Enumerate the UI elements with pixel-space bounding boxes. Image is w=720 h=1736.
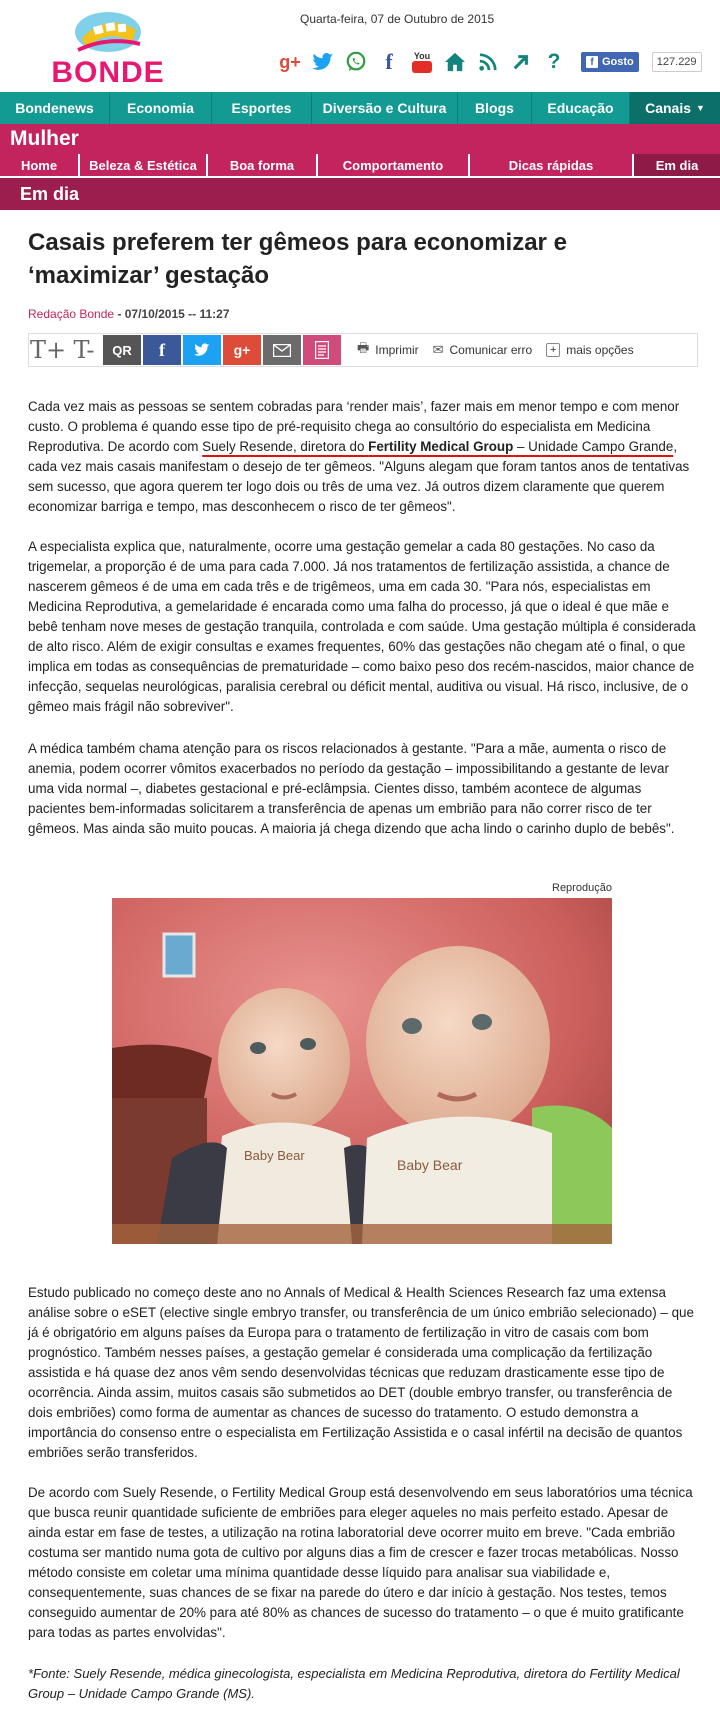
twin-babies-photo xyxy=(112,898,612,1244)
facebook-small-icon: f xyxy=(586,56,598,68)
source-note: *Fonte: Suely Resende, médica ginecologista, especialista em Medicina Reprodutiva, diretora do Fertility Medical Group – Unidade Campo Grande (MS). xyxy=(28,1666,680,1701)
share-google-plus-button[interactable] xyxy=(223,335,261,365)
main-nav xyxy=(0,92,720,124)
subnav-comportamento[interactable]: Comportamento xyxy=(318,154,470,176)
nav-educacao[interactable]: Educação xyxy=(532,92,630,124)
share-facebook-button[interactable] xyxy=(143,335,181,365)
google-plus-icon[interactable]: g+ xyxy=(279,51,301,72)
paragraph-1-start: Cada vez mais as pessoas se sentem cobradas para ‘render mais’, fazer mais em menor tempo e com menor custo. O problema é quando esse tipo de pré-requisito chega ao consultório do especialista em Medicina Reprodutiva. De acordo com xyxy=(28,399,680,454)
article-author[interactable]: Redação Bonde xyxy=(28,307,115,321)
photo-credit: Reprodução xyxy=(552,882,612,894)
font-decrease-button[interactable]: T- xyxy=(73,336,95,364)
nav-esportes[interactable]: Esportes xyxy=(212,92,312,124)
article-toolbar xyxy=(28,333,698,367)
document-icon xyxy=(315,341,329,359)
bonde-logo[interactable] xyxy=(44,8,172,89)
home-icon[interactable] xyxy=(443,50,467,74)
share-arrow-icon[interactable] xyxy=(509,50,533,74)
subnav-beleza-estetica[interactable]: Beleza & Estética xyxy=(80,154,208,176)
nav-diversao-cultura[interactable]: Diversão e Cultura xyxy=(312,92,458,124)
qr-code-button[interactable]: QR xyxy=(103,335,141,365)
nav-bondenews[interactable]: Bondenews xyxy=(0,92,110,124)
highlight-part-b: Fertility Medical Group xyxy=(368,439,514,454)
google-plus-icon: g+ xyxy=(233,342,251,358)
youtube-icon[interactable]: You xyxy=(410,50,434,74)
article-title: Casais preferem ter gêmeos para economizar e ‘maximizar’ gestação xyxy=(28,229,567,289)
paragraph-1-end: , cada vez mais casais manifestam o desejo de ter gêmeos. "Alguns alegam que foram tantos anos de tentativas sem sucesso, que agora querem ter logo dois ou três de uma vez. Já outros dizem claramente que querem economizar barriga e tempo, mas desconhecem o risco de ter gêmeos". xyxy=(28,439,690,514)
like-label: Gosto xyxy=(602,56,634,68)
section-title[interactable]: Mulher xyxy=(10,127,79,150)
subnav-home[interactable]: Home xyxy=(0,154,80,176)
article-byline xyxy=(28,307,230,321)
section-bar xyxy=(0,124,720,154)
whatsapp-icon[interactable] xyxy=(344,50,368,74)
subnav-dicas-rapidas[interactable]: Dicas rápidas xyxy=(470,154,634,176)
nav-canais-label: Canais xyxy=(645,100,691,116)
article-date: - 07/10/2015 -- 11:27 xyxy=(114,307,230,321)
current-date: Quarta-feira, 07 de Outubro de 2015 xyxy=(300,12,495,26)
nav-economia[interactable]: Economia xyxy=(110,92,212,124)
article-paragraph-1 xyxy=(28,397,698,517)
nav-blogs[interactable]: Blogs xyxy=(458,92,532,124)
more-options-label: mais opções xyxy=(566,343,634,357)
facebook-icon: f xyxy=(159,339,165,360)
suely-resende-highlight xyxy=(202,439,673,454)
subnav-boa-forma[interactable]: Boa forma xyxy=(208,154,318,176)
site-header xyxy=(0,0,720,92)
twitter-icon[interactable] xyxy=(311,50,335,74)
rss-icon[interactable] xyxy=(476,50,500,74)
more-options-link[interactable] xyxy=(546,343,633,357)
sub-nav xyxy=(0,154,720,176)
print-label: Imprimir xyxy=(375,343,419,357)
like-count: 127.229 xyxy=(652,52,702,72)
print-page-button[interactable] xyxy=(303,335,341,365)
logo-text: BONDE xyxy=(51,56,165,89)
bib-text: Baby Bear xyxy=(397,1157,463,1173)
share-email-button[interactable] xyxy=(263,335,301,365)
chat-bubble-icon: ✉ xyxy=(432,342,444,357)
bib-text: Baby Bear xyxy=(244,1148,305,1163)
highlight-part-a: Suely Resende, diretora do xyxy=(202,439,369,454)
bonde-tram-logo-icon xyxy=(72,8,144,58)
article-paragraph-5: De acordo com Suely Resende, o Fertility Medical Group está desenvolvendo em seus laboratórios uma técnica que busca reunir quantidade suficiente de embriões para eleger aqueles no mais perfeito estado. Apesar de ainda estar em fase de testes, a utilização na rotina laboratorial deve ocorrer muito em breve. "Cada embrião costuma ser mantido numa gota de cultivo por alguns dias a fim de crescer e fazer trocas metabólicas. Nosso método consiste em coletar uma mínima quantidade desse líquido para analisar sua viabilidade e, consequentemente, suas chances de se fixar na parede do útero e dar início à gestação. Nos testes, temos conseguido aumentar de 20% para até 80% as chances de sucesso do tratamento – o que é muito gratificante para todas as partes envolvidas". xyxy=(28,1485,693,1640)
plus-icon: + xyxy=(546,343,560,357)
font-increase-button[interactable]: T+ xyxy=(29,336,67,364)
social-links xyxy=(278,48,702,76)
article-paragraph-4: Estudo publicado no começo deste ano no Annals of Medical & Health Sciences Research faz uma extensa análise sobre o eSET (elective single embryo transfer, ou transferência de um único embrião selecionado) – que já é obrigatório em alguns países da Europa para o tratamento de fertilização in vitro de casais com bom prognóstico. Também nesses países, a gestação gemelar é considerada uma complicação da fertilização assistida e há quase dez anos vêm sendo desenvolvidas técnicas que reduzam drasticamente esse tipo de ocorrência. Ainda assim, muitos casais são submetidos ao DET (double embryo transfer, ou transferência de dois embriões) como forma de aumentar as chances de sucesso do tratamento. O estudo demonstra a importância do consenso entre o especialista em Fertilização Assistida e o casal infértil na decisão de quantos embriões serão transferidos. xyxy=(28,1285,694,1460)
envelope-icon xyxy=(273,344,291,357)
printer-icon: 🖶 xyxy=(357,340,370,355)
article-paragraph-2: A especialista explica que, naturalmente, ocorre uma gestação gemelar a cada 80 gestações. No caso da trigemelar, a proporção é de uma para cada 7.000. Já nos tratamentos de fertilização assistida, a chance de nascerem gêmeos é de uma em cada três e de trigêmeos, uma em cada 30. "Para nós, especialistas em Medicina Reprodutiva, a gemelaridade é encarada como uma falha do processo, já que o ideal é que mãe e bebê tenham nove meses de gestação tranquila, controlada e com saúde. Uma gestação múltipla é considerada de alto risco. Além de exigir consultas e exames frequentes, 60% das gestações não chegam até o final, o que implica em todas as consequências de prematuridade – como baixo peso dos recém-nascidos, maior chance de infecção, sequelas neurológicas, paralisia cerebral ou déficit mental, auditiva ou visual. Há risco, inclusive, de o gêmeo mais frágil não sobreviver". xyxy=(28,539,696,714)
page-section-title: Em dia xyxy=(20,184,80,204)
help-icon[interactable]: ? xyxy=(547,50,561,73)
page-section-bar xyxy=(0,178,720,210)
print-link[interactable] xyxy=(357,339,419,361)
report-error-label: Comunicar erro xyxy=(449,343,533,357)
highlight-part-c: – Unidade Campo Grande xyxy=(513,439,674,454)
facebook-icon[interactable]: f xyxy=(385,49,393,74)
facebook-like-button[interactable] xyxy=(581,52,639,72)
article-paragraph-3: A médica também chama atenção para os riscos relacionados à gestante. "Para a mãe, aumenta o risco de anemia, podem ocorrer vômitos exacerbados no período da gestação – impossibilitando a gestante de levar uma vida normal –, diabetes gestacional e pré-eclâmpsia. Cientes disso, também acontece de algumas pacientes bem-informadas solicitarem a transferência de apenas um embrião para não correr risco de ter gêmeos. Mas ainda são muito poucas. A maioria já chega dizendo que acha lindo o carinho duplo de bebês". xyxy=(28,741,675,836)
chevron-down-icon: ▼ xyxy=(696,103,705,113)
share-twitter-button[interactable] xyxy=(183,335,221,365)
subnav-em-dia[interactable]: Em dia xyxy=(634,154,720,176)
nav-canais-dropdown[interactable] xyxy=(630,92,720,124)
twitter-icon xyxy=(194,343,210,357)
report-error-link[interactable] xyxy=(433,342,533,358)
